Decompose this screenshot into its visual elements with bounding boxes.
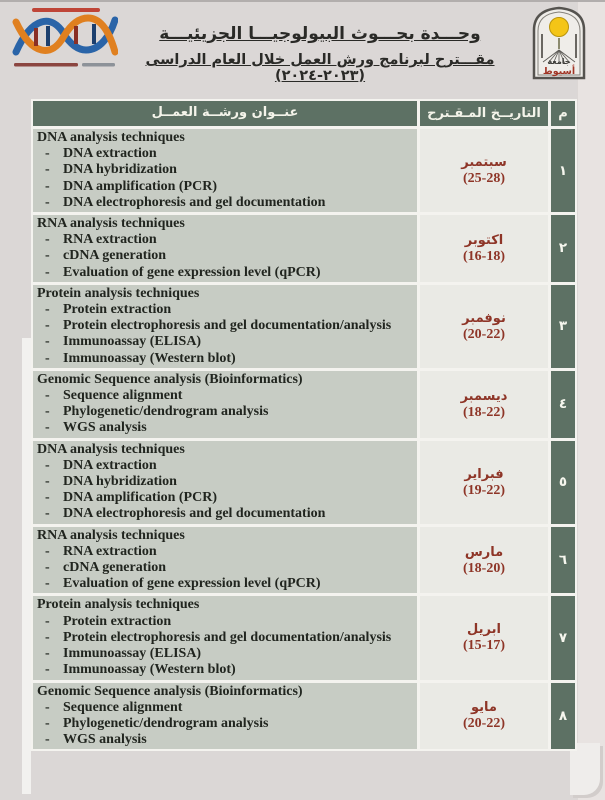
bullet-dash: - xyxy=(45,457,50,473)
row-number-cell: ٥ xyxy=(551,441,575,524)
row-number-cell: ٧ xyxy=(551,596,575,679)
workshop-item-text: Phylogenetic/dendrogram analysis xyxy=(63,715,269,731)
bullet-dash: - xyxy=(45,264,50,280)
workshop-item-text: Immunoassay (Western blot) xyxy=(63,350,236,366)
workshop-cell xyxy=(33,129,417,212)
workshop-item xyxy=(36,420,413,436)
workshop-schedule-table xyxy=(31,99,577,751)
month-label: نوفمبر xyxy=(462,310,506,326)
workshop-item-text: DNA electrophoresis and gel documentation xyxy=(63,194,326,210)
bullet-dash: - xyxy=(45,232,50,248)
bullet-dash: - xyxy=(45,194,50,210)
workshop-item xyxy=(36,560,413,576)
bullet-dash: - xyxy=(45,662,50,678)
page-top-edge xyxy=(0,0,605,2)
workshop-item xyxy=(36,318,413,334)
bullet-dash: - xyxy=(45,248,50,264)
days-range-label: (20-22) xyxy=(463,326,505,342)
workshop-item xyxy=(36,544,413,560)
month-label: ابريل xyxy=(467,622,501,638)
workshop-item xyxy=(36,646,413,662)
bullet-dash: - xyxy=(45,162,50,178)
days-range-label: (19-22) xyxy=(463,482,505,498)
workshop-item xyxy=(36,576,413,592)
workshop-item xyxy=(36,334,413,350)
workshop-item-text: cDNA generation xyxy=(63,560,167,576)
table-row xyxy=(33,527,575,594)
proposed-date-cell xyxy=(420,441,548,524)
workshop-cell xyxy=(33,441,417,524)
bullet-dash: - xyxy=(45,629,50,645)
workshop-item xyxy=(36,490,413,506)
workshop-title: Genomic Sequence analysis (Bioinformatics) xyxy=(37,371,303,387)
workshop-item-text: DNA electrophoresis and gel documentation xyxy=(63,506,326,522)
column-header-workshop-title: عنــوان ورشــة العمــل xyxy=(33,101,417,126)
workshop-item-text: Evaluation of gene expression level (qPCR) xyxy=(63,576,321,592)
workshop-item-text: Evaluation of gene expression level (qPCR) xyxy=(63,264,321,280)
workshop-item xyxy=(36,351,413,367)
workshop-item-text: DNA extraction xyxy=(63,146,157,162)
bullet-dash: - xyxy=(45,318,50,334)
bullet-dash: - xyxy=(45,715,50,731)
bullet-dash: - xyxy=(45,543,50,559)
workshop-item xyxy=(36,146,413,162)
bullet-dash: - xyxy=(45,474,50,490)
assiut-university-emblem xyxy=(530,4,588,82)
days-range-label: (18-22) xyxy=(463,404,505,420)
workshop-cell xyxy=(33,371,417,438)
workshop-item-text: DNA hybridization xyxy=(63,474,177,490)
workshop-item xyxy=(36,732,413,748)
days-range-label: (15-17) xyxy=(463,638,505,654)
workshop-item xyxy=(36,506,413,522)
bullet-dash: - xyxy=(45,699,50,715)
column-header-number: م xyxy=(551,101,575,126)
workshop-item xyxy=(36,716,413,732)
bullet-dash: - xyxy=(45,146,50,162)
workshop-title: RNA analysis techniques xyxy=(37,216,185,232)
workshop-cell xyxy=(33,683,417,750)
workshop-item xyxy=(36,388,413,404)
row-number-cell: ٨ xyxy=(551,683,575,750)
workshop-cell xyxy=(33,527,417,594)
proposed-date-cell xyxy=(420,215,548,282)
bullet-dash: - xyxy=(45,732,50,748)
row-number-cell: ٤ xyxy=(551,371,575,438)
workshop-item-text: Protein extraction xyxy=(63,302,172,318)
emblem-text-bottom: أسيوط xyxy=(542,66,576,77)
month-label: مايو xyxy=(471,700,497,716)
bullet-dash: - xyxy=(45,350,50,366)
molecular-biology-unit-logo xyxy=(12,6,118,70)
bullet-dash: - xyxy=(45,334,50,350)
row-number-cell: ٦ xyxy=(551,527,575,594)
proposed-date-cell xyxy=(420,683,548,750)
workshop-cell xyxy=(33,596,417,679)
bullet-dash: - xyxy=(45,302,50,318)
workshop-item xyxy=(36,630,413,646)
workshop-title: Protein analysis techniques xyxy=(37,285,200,301)
workshop-item-text: Immunoassay (Western blot) xyxy=(63,662,236,678)
workshop-item xyxy=(36,248,413,264)
workshop-item-text: DNA hybridization xyxy=(63,162,177,178)
days-range-label: (25-28) xyxy=(463,171,505,186)
bullet-dash: - xyxy=(45,388,50,404)
workshop-item xyxy=(36,662,413,678)
page-subtitle: مقـــترح لبرنامج ورش العمل خلال العام الدراسى (٢٠٢٣-٢٠٢٤) xyxy=(145,52,495,84)
bullet-dash: - xyxy=(45,646,50,662)
workshop-title: Protein analysis techniques xyxy=(37,597,200,613)
dna-helix-icon xyxy=(12,6,118,70)
month-label: سبتمبر xyxy=(461,155,507,170)
bullet-dash: - xyxy=(45,613,50,629)
bullet-dash: - xyxy=(45,490,50,506)
proposed-date-cell xyxy=(420,285,548,368)
workshop-item xyxy=(36,195,413,211)
workshop-item-text: Protein electrophoresis and gel documentation/analysis xyxy=(63,318,392,334)
workshop-item-text: DNA amplification (PCR) xyxy=(63,490,217,506)
table-header-row xyxy=(33,101,575,126)
row-number-cell: ٢ xyxy=(551,215,575,282)
workshop-item-text: Protein extraction xyxy=(63,613,172,629)
workshop-cell xyxy=(33,215,417,282)
workshop-item-text: Immunoassay (ELISA) xyxy=(63,334,202,350)
proposed-date-cell xyxy=(420,527,548,594)
days-range-label: (18-20) xyxy=(463,560,505,576)
table-row xyxy=(33,215,575,282)
workshop-item-text: Protein electrophoresis and gel documentation/analysis xyxy=(63,629,392,645)
workshop-item xyxy=(36,162,413,178)
workshop-item xyxy=(36,474,413,490)
table-row xyxy=(33,596,575,679)
workshop-title: DNA analysis techniques xyxy=(37,130,185,145)
workshop-item-text: Sequence alignment xyxy=(63,388,183,404)
table-row xyxy=(33,371,575,438)
workshop-item-text: RNA extraction xyxy=(63,232,157,248)
workshop-item-text: RNA extraction xyxy=(63,543,157,559)
workshop-item xyxy=(36,232,413,248)
month-label: ديسمبر xyxy=(460,388,508,404)
university-arch-icon xyxy=(530,4,588,82)
table-row xyxy=(33,285,575,368)
bullet-dash: - xyxy=(45,404,50,420)
table-row xyxy=(33,441,575,524)
bullet-dash: - xyxy=(45,178,50,194)
days-range-label: (16-18) xyxy=(463,248,505,264)
row-number-cell: ٣ xyxy=(551,285,575,368)
proposed-date-cell xyxy=(420,596,548,679)
table-row xyxy=(33,129,575,212)
workshop-title: Genomic Sequence analysis (Bioinformatics) xyxy=(37,683,303,699)
workshop-item-text: cDNA generation xyxy=(63,248,167,264)
workshop-item xyxy=(36,302,413,318)
workshop-item-text: Sequence alignment xyxy=(63,699,183,715)
month-label: اكتوبر xyxy=(464,232,504,248)
workshop-item xyxy=(36,700,413,716)
workshop-item-text: WGS analysis xyxy=(63,732,147,748)
days-range-label: (20-22) xyxy=(463,716,505,732)
document-header xyxy=(125,24,515,84)
month-label: فبراير xyxy=(464,466,504,482)
workshop-item-text: Immunoassay (ELISA) xyxy=(63,646,202,662)
table-row xyxy=(33,683,575,750)
page-right-margin xyxy=(577,2,605,800)
bullet-dash: - xyxy=(45,420,50,436)
bullet-dash: - xyxy=(45,506,50,522)
page-left-edge-strip xyxy=(22,338,31,794)
workshop-item-text: DNA amplification (PCR) xyxy=(63,178,217,194)
workshop-item xyxy=(36,614,413,630)
bullet-dash: - xyxy=(45,560,50,576)
emblem-text-top: جامعة xyxy=(547,57,571,66)
workshop-item-text: WGS analysis xyxy=(63,420,147,436)
workshop-title: DNA analysis techniques xyxy=(37,441,185,457)
workshop-cell xyxy=(33,285,417,368)
workshop-item-text: Phylogenetic/dendrogram analysis xyxy=(63,404,269,420)
workshop-item xyxy=(36,404,413,420)
row-number-cell: ١ xyxy=(551,129,575,212)
workshop-item-text: DNA extraction xyxy=(63,457,157,473)
workshop-item xyxy=(36,458,413,474)
page-title: وحـــدة بحـــوث البيولوجيـــا الجزيئيـــة xyxy=(159,24,481,44)
proposed-date-cell xyxy=(420,371,548,438)
month-label: مارس xyxy=(464,544,504,560)
bullet-dash: - xyxy=(45,576,50,592)
workshop-title: RNA analysis techniques xyxy=(37,527,185,543)
proposed-date-cell xyxy=(420,129,548,212)
workshop-item xyxy=(36,179,413,195)
workshop-item xyxy=(36,265,413,281)
table-body xyxy=(33,129,575,749)
column-header-proposed-date: التاريــخ المـقـترح xyxy=(420,101,548,126)
